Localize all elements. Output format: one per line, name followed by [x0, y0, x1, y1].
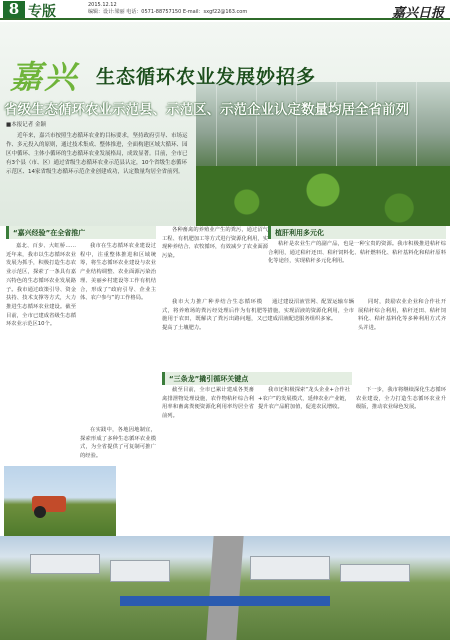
plant-foliage — [196, 166, 450, 226]
feature-banner — [0, 22, 450, 226]
paragraph: 嘉北、百步、大虹桥……近年来，我市以生态循环农业发展为抓手，积极打造生态农业示范区，探索了一条具有嘉兴特色的生态循环农业发展路子。我市通过政策引导、资金扶持、技术支撑等方式，大力推进生态循环农业建设。截至目前，全市已建成省级生态循环农业示范区10个。 — [6, 243, 76, 328]
date-line: 2015.12.12 — [88, 2, 117, 8]
paragraph: 通过建设沼液管网、配置运输车辆等措施，实现沼液的资源化利用，全市已建成沼液配送服务组织多家。 — [262, 299, 354, 323]
aerial-farm-photo — [0, 536, 450, 640]
calligraphy-title: 嘉兴 — [10, 58, 79, 96]
section-label: 专版 — [28, 4, 56, 20]
paragraph: 各种畜禽的养殖业产生的粪污，通过沼气工程、有机肥加工等方式进行资源化利用，实现种养结合、农牧循环，有效减少了农业面源污染。 — [162, 227, 268, 260]
paragraph: 我市在生态循环农业建设过程中，注重整体推进和区域统筹，将生态循环农业建设与农业产业结构调整、农业面源污染治理、美丽乡村建设等工作有机结合，形成了“政府引导、企业主体、农户参与”的工作格局。 — [80, 243, 156, 302]
body-column — [80, 242, 156, 422]
paragraph: 我市大力推广种养结合生态循环模式，将养殖场的粪污经处理后作为有机肥施用于农田，既解决了粪污出路问题，又提高了土壤肥力。 — [162, 299, 262, 332]
paragraph: 我市还积极探索“龙头企业+合作社+农户”的发展模式，延伸农业产业链，提升农产品附加值，促进农民增收。 — [258, 387, 350, 411]
editor-line: 编辑：设计:梁丽 电话：0571-88757150 E-mail：sxgf22@163.com — [88, 9, 248, 15]
paragraph: 下一步，我市将继续深化生态循环农业建设，全力打造生态循环农业升级版，推动农业绿色发展。 — [356, 387, 446, 411]
harvester-field-photo — [4, 466, 116, 536]
body-column — [356, 386, 446, 470]
paragraph: 截至目前，全市已累计建成各类畜禽排泄物处理设施，农作物秸秆综合利用率和畜禽粪便资源化利用率均居全省前列。 — [162, 387, 254, 420]
page-header — [0, 0, 450, 20]
byline: ■本报记者 金颖 — [6, 122, 46, 128]
section-title: “三条龙”撬引循环关键点 — [169, 374, 249, 383]
body-column — [162, 226, 268, 286]
farm-building — [340, 564, 410, 582]
body-column — [6, 242, 76, 464]
body-column — [258, 386, 350, 462]
body-column — [268, 240, 446, 296]
paragraph: 秸秆是农业生产的副产品，也是一种宝贵的资源。我市积极推进秸秆综合利用，通过秸秆还田、秸秆饲料化、秸秆燃料化、秸秆基料化和秸秆原料化等途径，实现秸秆多元化利用。 — [268, 241, 446, 265]
body-column — [162, 298, 262, 356]
body-column — [262, 298, 354, 356]
section-title: 植肝利用多元化 — [275, 228, 324, 237]
section-header-experience — [6, 226, 156, 239]
lead-paragraph: 近年来，嘉兴市按照生态循环农业的目标要求，坚持政府引导、市场运作、多元投入的原则，通过技术集成、整体推进，全面构建区域大循环、园区中循环、主体小循环的生态循环农业发展格局，成效显著。目前，全市已有3个县（市、区）通过省级生态循环农业示范县认定，10个省级生态循环示范区、14家省级生态循环示范企业创建成功，认定数量均居全省前列。 — [6, 133, 188, 175]
farm-building — [110, 560, 170, 582]
entrance-sign — [120, 596, 330, 606]
harvester-vehicle — [32, 496, 66, 512]
newspaper-name: 嘉兴日报 — [391, 6, 444, 21]
page-number: 8 — [3, 1, 25, 18]
section-header-straw — [268, 226, 446, 239]
paragraph: 同时，鼓励农业企业和合作社开展秸秆综合利用，秸秆还田、秸秆饲料化、秸秆基料化等多种利用方式齐头并进。 — [358, 299, 446, 332]
main-headline: 生态循环农业发展妙招多 — [96, 66, 317, 88]
paragraph: 在实践中，各地因地制宜，探索形成了多种生态循环农业模式，为全省提供了可复制可推广的经验。 — [80, 427, 156, 460]
farm-road — [206, 536, 243, 640]
body-column — [162, 386, 254, 462]
farm-building — [30, 554, 100, 574]
section-title: “嘉兴经验”在全省推广 — [13, 228, 86, 237]
farm-building — [250, 556, 330, 580]
section-header-three-dragons — [162, 372, 352, 385]
body-column — [358, 298, 446, 356]
sub-headline: 省级生态循环农业示范县、示范区、示范企业认定数量均居全省前列 — [4, 102, 409, 118]
body-column — [80, 426, 156, 466]
